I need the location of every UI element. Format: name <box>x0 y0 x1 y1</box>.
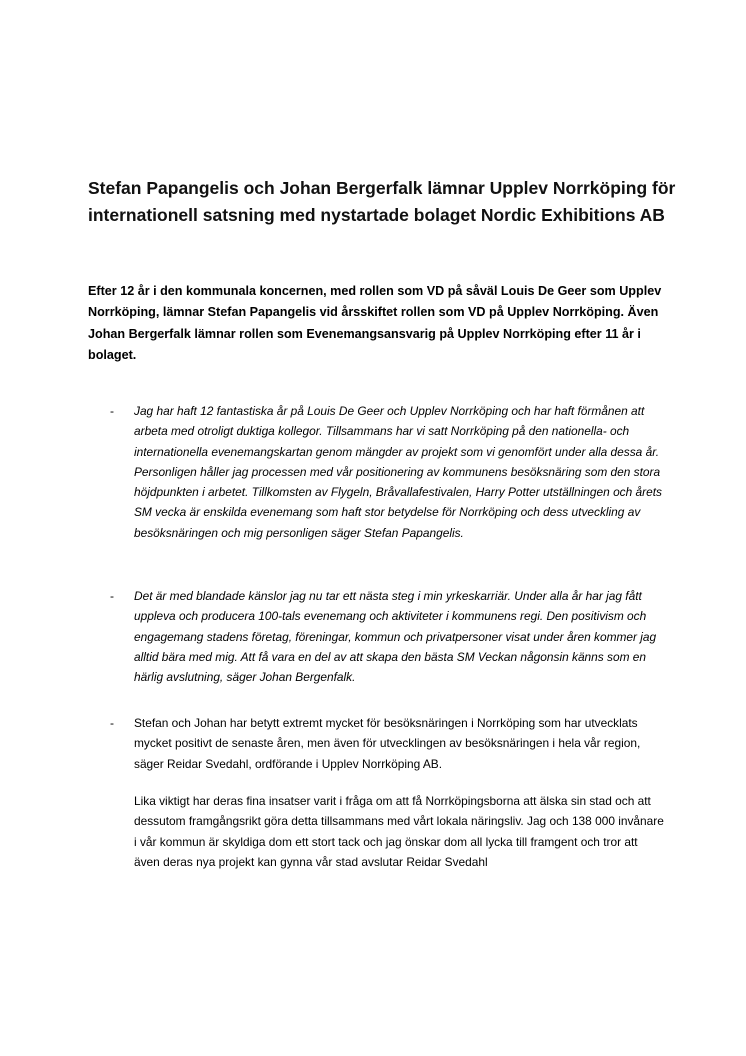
bullet-dash: - <box>110 589 114 603</box>
quote-text: Stefan och Johan har betytt extremt mycket för besöksnäringen i Norrköping som har utvecklats mycket positivt de senaste åren, men även för utvecklingen av besöksnäringen i hela vår region, säger Reidar Svedahl, ordförande i Upplev Norrköping AB. <box>134 716 641 771</box>
quote-text: Det är med blandade känslor jag nu tar ett nästa steg i min yrkeskarriär. Under alla år har jag fått uppleva och producera 100-tals evenemang och aktiviteter i kommunens regi. Den positivism och engagemang stadens företag, föreningar, kommun och privatpersoner visat under åren kommer jag alltid bära med mig. Att få vara en del av att skapa den bästa SM Veckan någonsin känns som en härlig avslutning, säger Johan Bergenfalk. <box>134 589 657 685</box>
quote-text: Jag har haft 12 fantastiska år på Louis De Geer och Upplev Norrköping och har haft förmånen att arbeta med otroligt duktiga kollegor. Tillsammans har vi satt Norrköping på den nationella- och internationella evenemangskartan genom mängder av projekt som vi genomfört under alla dessa år. Personligen håller jag processen med vår positionering av kommunens besöksnäring som den stora höjdpunkten i arbetet. Tillkomsten av Flygeln, Bråvallafestivalen, Harry Potter utställningen och årets SM vecka är enskilda evenemang som haft stor betydelse för Norrköping och dess utveckling av besöksnäringen och mig personligen säger Stefan Papangelis. <box>134 404 662 540</box>
bullet-dash: - <box>110 716 114 730</box>
bullet-dash: - <box>110 404 114 418</box>
page-title: Stefan Papangelis och Johan Bergerfalk lämnar Upplev Norrköping för internationell satsning med nystartade bolaget Nordic Exhibitions AB <box>88 178 676 225</box>
continuation-paragraph: Lika viktigt har deras fina insatser varit i fråga om att få Norrköpingsborna att älska sin stad och att dessutom framgångsrikt göra detta tillsammans med vårt lokala näringsliv. Jag och 138 000 invånare i vår kommun är skyldiga dom ett stort tack och jag önskar dom all lycka till framgent och tror att även deras nya projekt kan gynna vår stad avslutar Reidar Svedahl <box>134 794 664 869</box>
lead-paragraph: Efter 12 år i den kommunala koncernen, med rollen som VD på såväl Louis De Geer som Upplev Norrköping, lämnar Stefan Papangelis vid årsskiftet rollen som VD på Upplev Norrköping. Även Johan Bergerfalk lämnar rollen som Evenemangsansvarig på Upplev Norrköping efter 11 år i bolaget. <box>88 284 662 362</box>
